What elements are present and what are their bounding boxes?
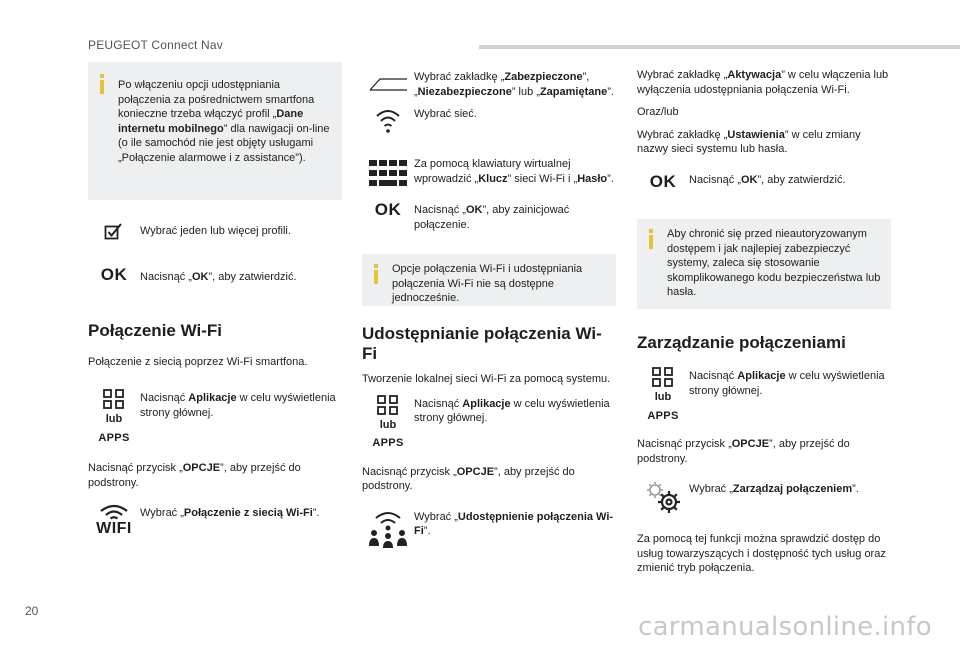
lub-label: lub — [654, 391, 672, 403]
step-text: Nacisnąć „OK”, aby zainicjować połączenie. — [414, 204, 570, 231]
paragraph-options: Nacisnąć przycisk „OPCJE”, aby przejść do podstrony. — [88, 462, 301, 489]
step-apps — [362, 395, 616, 451]
paragraph-options: Nacisnąć przycisk „OPCJE”, aby przejść do podstrony. — [637, 438, 850, 465]
ok-icon: OK — [374, 200, 402, 219]
section-intro: Tworzenie lokalnej sieci Wi-Fi za pomocą systemu. — [362, 373, 611, 385]
step-confirm-ok — [88, 265, 342, 285]
step-text: Wybrać sieć. — [414, 108, 477, 120]
paragraph-andor: Oraz/lub — [637, 106, 679, 118]
checkbox-icon — [104, 222, 124, 240]
watermark: carmanualsonline.info — [637, 612, 932, 642]
info-icon — [372, 264, 380, 284]
column-2 — [362, 68, 616, 548]
page-number: 20 — [25, 604, 39, 618]
step-share-wifi — [362, 508, 616, 548]
step-text: Nacisnąć Aplikacje w celu wyświetlenia strony głównej. — [140, 392, 336, 419]
step-text: Wybrać „Zarządzaj połączeniem”. — [689, 483, 859, 495]
step-text: Wybrać „Połączenie z siecią Wi-Fi”. — [140, 507, 320, 519]
step-apps — [88, 389, 342, 445]
apps-label: APPS — [372, 437, 404, 449]
wifi-share-icon — [367, 508, 409, 548]
info-note: Po włączeniu opcji udostępniania połączenia za pośrednictwem smartfona konieczne trzeba włączyć profil „Dane internetu mobilnego” dla nawigacji on-line (o ile samochód nie jest objęty usługami „Połączenie alarmowe i z assistance”). — [88, 62, 342, 200]
column-3 — [637, 68, 891, 576]
info-icon — [647, 229, 655, 249]
step-wifi-connect — [88, 504, 342, 537]
step-select-network — [362, 105, 616, 135]
section-heading-manage: Zarządzanie połączeniami — [637, 333, 846, 352]
step-select-profiles — [88, 222, 342, 240]
paragraph-options: Nacisnąć przycisk „OPCJE”, aby przejść do podstrony. — [362, 465, 575, 492]
apps-grid-icon — [102, 389, 126, 409]
step-text: Za pomocą klawiatury wirtualnej wprowadzić „Klucz” sieci Wi-Fi i „Hasło”. — [414, 158, 614, 185]
wifi-signal-icon — [374, 105, 402, 135]
step-text: Nacisnąć „OK”, aby zatwierdzić. — [689, 173, 846, 186]
apps-grid-icon — [376, 395, 400, 415]
wifi-icon — [98, 504, 130, 520]
step-enter-key — [362, 155, 616, 187]
section-heading-wifi: Połączenie Wi-Fi — [88, 320, 222, 340]
step-text: Nacisnąć Aplikacje w celu wyświetlenia strony głównej. — [689, 370, 885, 397]
header-bar — [479, 45, 960, 49]
lub-label: lub — [379, 418, 397, 431]
step-text: Wybrać zakładkę „Zabezpieczone”, „Niezabezpieczone” lub „Zapamiętane”. — [414, 71, 614, 98]
paragraph-settings: Wybrać zakładkę „Ustawienia” w celu zmiany nazwy sieci systemu lub hasła. — [637, 128, 861, 155]
step-text: Nacisnąć „OK”, aby zatwierdzić. — [140, 271, 297, 283]
column-1 — [88, 62, 342, 537]
tab-folder-icon — [368, 76, 408, 92]
settings-gear-icon — [643, 480, 683, 516]
apps-label: APPS — [98, 431, 130, 444]
step-confirm-ok — [637, 171, 891, 190]
step-select-tab — [362, 68, 616, 99]
apps-grid-icon — [651, 367, 675, 387]
section-intro: Połączenie z siecią poprzez Wi-Fi smartfona. — [88, 355, 308, 368]
section-heading-hotspot: Udostępnianie połączenia Wi-Fi — [362, 324, 602, 363]
step-text: Wybrać „Udostępnienie połączenia Wi-Fi”. — [414, 510, 614, 537]
ok-icon: OK — [100, 265, 128, 284]
step-text: Nacisnąć Aplikacje w celu wyświetlenia strony głównej. — [414, 397, 610, 424]
step-apps — [637, 367, 891, 423]
step-confirm-ok — [362, 201, 616, 232]
step-text: Wybrać jeden lub więcej profili. — [140, 225, 291, 237]
step-manage-connection — [637, 480, 891, 516]
info-icon — [98, 74, 106, 94]
wifi-label: WIFI — [96, 520, 132, 537]
paragraph-activation: Wybrać zakładkę „Aktywacja” w celu włączenia lub wyłączenia udostępniania połączenia Wi-Fi. — [637, 69, 889, 96]
paragraph-function: Za pomocą tej funkcji można sprawdzić dostęp do usług towarzyszących i dostępność tych usług oraz zmienić tryb połączenia. — [637, 533, 886, 574]
info-note: Aby chronić się przed nieautoryzowanym dostępem i jak najlepiej zabezpieczyć systemy, zaleca się stosowanie skomplikowanego kodu bezpieczeństwa lub hasła. — [637, 219, 891, 309]
apps-label: APPS — [647, 409, 679, 422]
keyboard-icon — [368, 159, 408, 187]
info-note: Opcje połączenia Wi-Fi i udostępniania połączenia Wi-Fi nie są dostępne jednocześnie. — [362, 254, 616, 306]
lub-label: lub — [105, 413, 123, 425]
running-header: PEUGEOT Connect Nav — [88, 38, 223, 52]
ok-icon: OK — [649, 171, 677, 191]
